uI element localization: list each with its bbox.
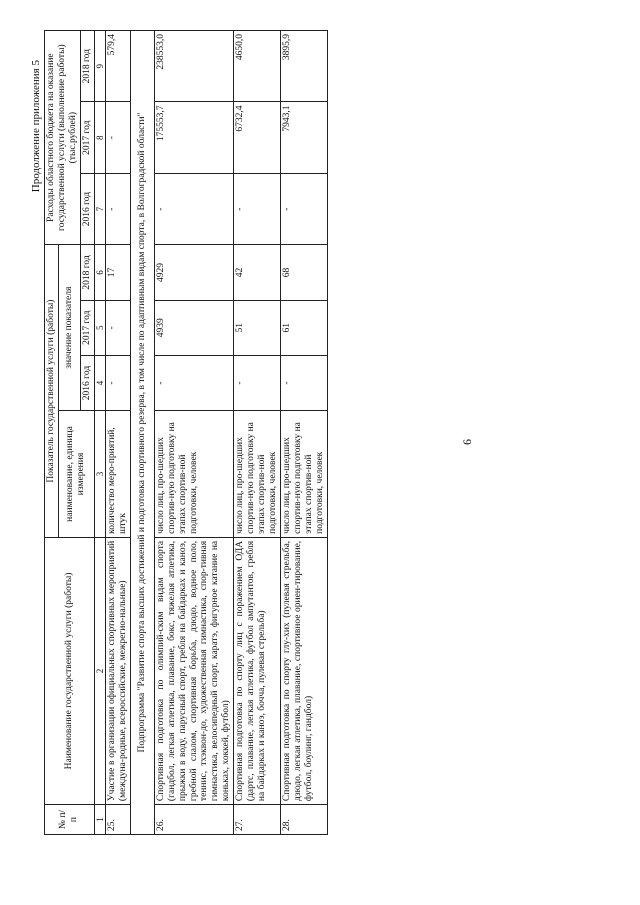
- expense-2016: -: [154, 173, 233, 244]
- expense-2017: 7943,1: [280, 102, 327, 173]
- header-service: Наименование государственной услуги (работы): [45, 537, 95, 804]
- indicator-unit: число лиц, про-шедших спортив-ную подготовку на этапах спортив-ной подготовки, человек: [280, 411, 327, 538]
- service-name: Спортивная подготовка по олимпий-ским видам спорта (гандбол, легкая атлетика, плавание, бокс, тяжелая атлетика, прыжки в воду, парусный спорт, гребля на байдарках и каноэ, гребной слалом, спортивная борьба, дзюдо, водное поло, теннис, тхэквон-до, художественная гимнастика, спор-тивная гимнастика, велосипедный спорт, каратэ, фигурное катание на коньках, хоккей, футбол): [154, 537, 233, 804]
- value-2018: 4929: [154, 245, 233, 300]
- value-2016: -: [154, 355, 233, 410]
- expense-2018: 4650,0: [234, 31, 281, 102]
- value-2017: 51: [234, 300, 281, 355]
- services-table: [44, 30, 328, 835]
- service-name: Спортивная подготовка по спорту глу-хих (пулевая стрельба, дзюдо, легкая атлетика, плавание, спортивное ориен-тирование, футбол, боулинг, гандбол): [280, 537, 327, 804]
- expense-2018: 3895,9: [280, 31, 327, 102]
- header-expense-group: Расходы областного бюджета на оказание государственной услуги (выполнение работы) (тыс.рублей): [45, 31, 81, 245]
- header-value-2016: 2016 год: [80, 355, 94, 410]
- service-name: Участие в организации официальных спортивных мероприятий (междуна-родные, всероссийские, межрегио-нальные): [106, 537, 131, 804]
- annex-title: Продолжение приложения 5: [30, 60, 42, 193]
- subprogram-title: Подпрограмма "Развитие спорта высших достижений и подготовка спортивного резерва, в том числе по адаптивным видам спорта, в Волгоградской области": [130, 31, 154, 835]
- col-number: 2: [94, 537, 105, 804]
- col-number: 6: [94, 245, 105, 300]
- page-number: 6: [460, 439, 474, 445]
- expense-2018: 238553,0: [154, 31, 233, 102]
- indicator-unit: число лиц, про-шедших спортив-ную подготовку на этапах спортив-ной подготовки, человек: [234, 411, 281, 538]
- table-row: [280, 31, 327, 835]
- value-2017: 61: [280, 300, 327, 355]
- header-expense-2017: 2017 год: [80, 102, 94, 173]
- row-number: 26.: [154, 805, 233, 835]
- expense-2018: 579,4: [106, 31, 131, 102]
- expense-2016: -: [106, 173, 131, 244]
- col-number: 3: [94, 411, 105, 538]
- expense-2016: -: [234, 173, 281, 244]
- header-expense-2018: 2018 год: [80, 31, 94, 102]
- header-no: № п/п: [45, 805, 95, 835]
- row-number: 27.: [234, 805, 281, 835]
- expense-2017: 175553,7: [154, 102, 233, 173]
- table-row: [106, 31, 131, 835]
- header-value-2017: 2017 год: [80, 300, 94, 355]
- header-expense-2016: 2016 год: [80, 173, 94, 244]
- table-row: [234, 31, 281, 835]
- value-2016: -: [280, 355, 327, 410]
- table-row: [154, 31, 233, 835]
- value-2016: -: [106, 355, 131, 410]
- row-number: 25.: [106, 805, 131, 835]
- col-number: 4: [94, 355, 105, 410]
- service-name: Спортивная подготовка по спорту лиц с поражением ОДА (дартс, плавание, легкая атлетика, футбол ампутантов, гребля на байдарках и каноэ, бочча, пулевая стрельба): [234, 537, 281, 804]
- indicator-unit: количество меро-приятий, штук: [106, 411, 131, 538]
- header-value-group: значение показателя: [58, 245, 80, 411]
- subprogram-row: [130, 31, 154, 835]
- header-value-2018: 2018 год: [80, 245, 94, 300]
- value-2018: 68: [280, 245, 327, 300]
- col-number: 9: [94, 31, 105, 102]
- col-number: 8: [94, 102, 105, 173]
- value-2016: -: [234, 355, 281, 410]
- header-indicator-group: Показатель государственной услуги (работы): [45, 245, 59, 538]
- expense-2017: 6732,4: [234, 102, 281, 173]
- col-number: 5: [94, 300, 105, 355]
- col-number: 1: [94, 805, 105, 835]
- expense-2016: -: [280, 173, 327, 244]
- value-2017: -: [106, 300, 131, 355]
- header-unit-name: наименование, единица измерения: [58, 411, 94, 538]
- value-2018: 42: [234, 245, 281, 300]
- row-number: 28.: [280, 805, 327, 835]
- col-number: 7: [94, 173, 105, 244]
- value-2017: 4939: [154, 300, 233, 355]
- value-2018: 17: [106, 245, 131, 300]
- indicator-unit: число лиц, про-шедших спортив-ную подготовку на этапах спортив-ной подготовки, человек: [154, 411, 233, 538]
- expense-2017: -: [106, 102, 131, 173]
